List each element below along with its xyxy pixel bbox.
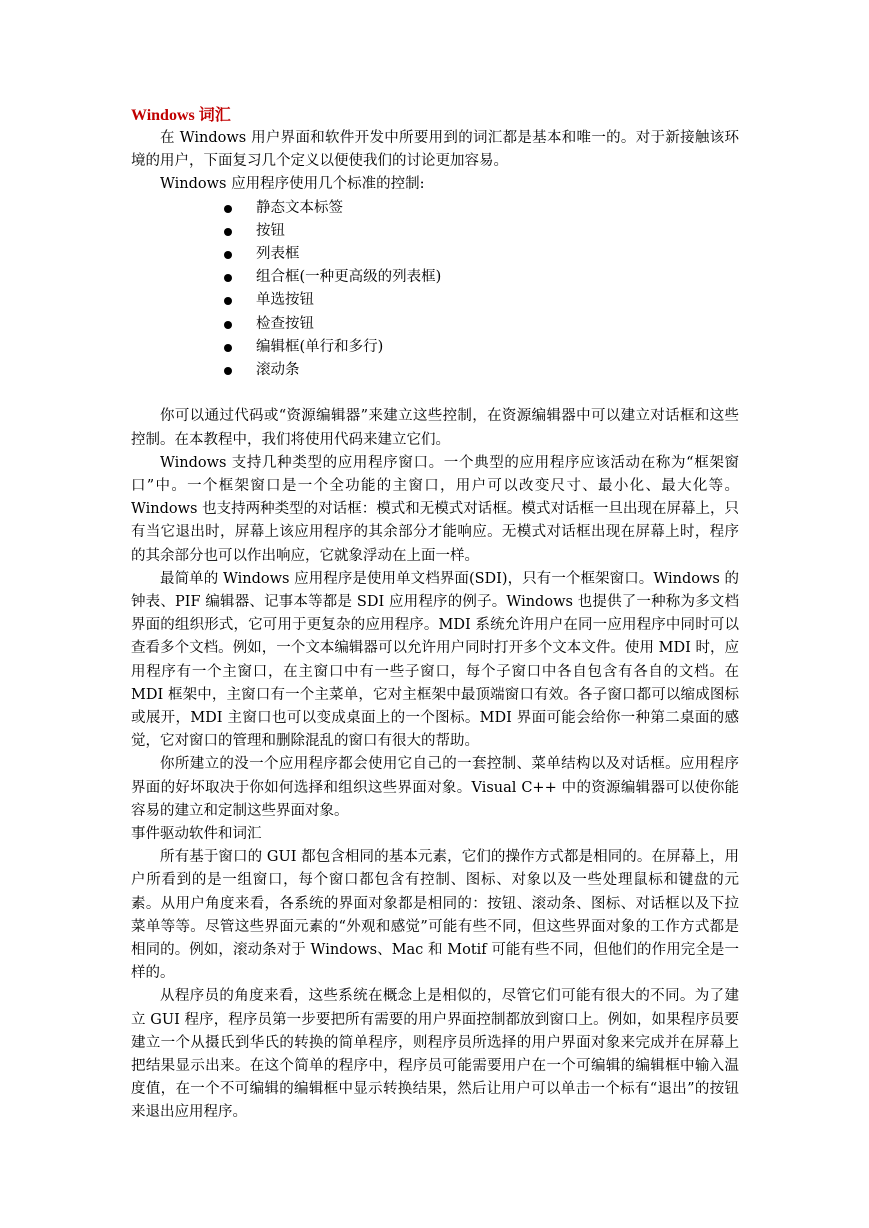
- bullet-dot-icon: [224, 274, 232, 282]
- controls-intro: Windows 应用程序使用几个标准的控制:: [160, 176, 425, 193]
- list-item: [224, 359, 739, 382]
- body-paragraph: Windows 支持几种类型的应用程序窗口。一个典型的应用程序应该活动在称为“框架窗口”中。一个框架窗口是一个全功能的主窗口，用户可以改变尺寸、最小化、最大化等。Windows 也支持两种类型的对话框：模式和无模式对话框。模式对话框一旦出现在屏幕上，只有当它退出时，屏幕上该应用程序的其余部分才能响应。无模式对话框出现在屏幕上时，程序的其余部分也可以作出响应，它就象浮动在上面一样。: [131, 454, 739, 564]
- body-paragraph: 最简单的 Windows 应用程序是使用单文档界面(SDI)，只有一个框架窗口。Windows 的钟表、PIF 编辑器、记事本等都是 SDI 应用程序的例子。Windows 也提供了一种称为多文档界面的组织形式，它可用于更复杂的应用程序。MDI 系统允许用户在同一应用程序中同时可以查看多个文档。例如，一个文本编辑器可以允许用户同时打开多个文本文件。使用 MDI 时，应用程序有一个主窗口，在主窗口中有一些子窗口，每个子窗口中各自包含有各自的文档。在 MDI 框架中，主窗口有一个主菜单，它对主框架中最顶端窗口有效。各子窗口都可以缩成图标或展开，MDI 主窗口也可以变成桌面上的一个图标。MDI 界面可能会给你一种第二桌面的感觉，它对窗口的管理和删除混乱的窗口有很大的帮助。: [131, 570, 739, 750]
- page-title: Windows 词汇: [131, 107, 231, 124]
- list-item: [224, 220, 739, 243]
- list-item: [224, 313, 739, 336]
- bullet-dot-icon: [224, 367, 232, 375]
- section-paragraph: 从程序员的角度来看，这些系统在概念上是相似的，尽管它们可能有很大的不同。为了建立 GUI 程序，程序员第一步要把所有需要的用户界面控制都放到窗口上。例如，如果程序员要建立一个从摄氏到华氏的转换的简单程序，则程序员所选择的用户界面对象来完成并在屏幕上把结果显示出来。在这个简单的程序中，程序员可能需要用户在一个可编辑的编辑框中输入温度值，在一个不可编辑的编辑框中显示转换结果，然后让用户可以单击一个标有“退出”的按钮来退出应用程序。: [131, 988, 739, 1121]
- bullet-dot-icon: [224, 205, 232, 213]
- list-item-label: 单选按钮: [256, 292, 314, 309]
- bullet-dot-icon: [224, 344, 232, 352]
- body-paragraph: 你可以通过代码或“资源编辑器”来建立这些控制，在资源编辑器中可以建立对话框和这些控制。在本教程中，我们将使用代码来建立它们。: [131, 408, 739, 448]
- blank-line: [131, 382, 739, 405]
- list-item-label: 滚动条: [256, 361, 300, 378]
- list-item-label: 列表框: [256, 245, 300, 262]
- intro-paragraph: 在 Windows 用户界面和软件开发中所要用到的词汇都是基本和唯一的。对于新接触该环境的用户，下面复习几个定义以便使我们的讨论更加容易。: [131, 130, 739, 170]
- list-item-label: 组合框(一种更高级的列表框): [256, 269, 442, 286]
- section-paragraph: 所有基于窗口的 GUI 都包含相同的基本元素，它们的操作方式都是相同的。在屏幕上，用户所看到的是一组窗口，每个窗口都包含有控制、图标、对象以及一些处理鼠标和键盘的元素。从用户角度来看，各系统的界面对象都是相同的：按钮、滚动条、图标、对话框以及下拉菜单等等。尽管这些界面元素的“外观和感觉”可能有些不同，但这些界面对象的工作方式都是相同的。例如，滚动条对于 Windows、Mac 和 Motif 可能有些不同，但他们的作用完全是一样的。: [131, 849, 739, 982]
- list-item: [224, 266, 739, 289]
- list-item-label: 检查按钮: [256, 315, 314, 332]
- document-page: [131, 104, 739, 1125]
- controls-list: [131, 197, 739, 383]
- list-item-label: 静态文本标签: [256, 199, 343, 216]
- list-item: [224, 336, 739, 359]
- list-item: [224, 197, 739, 220]
- bullet-dot-icon: [224, 321, 232, 329]
- list-item-label: 编辑框(单行和多行): [256, 338, 384, 355]
- list-item: [224, 243, 739, 266]
- bullet-dot-icon: [224, 297, 232, 305]
- section-heading: 事件驱动软件和词汇: [131, 825, 262, 842]
- bullet-dot-icon: [224, 251, 232, 259]
- bullet-dot-icon: [224, 228, 232, 236]
- body-paragraph: 你所建立的没一个应用程序都会使用它自己的一套控制、菜单结构以及对话框。应用程序界面的好坏取决于你如何选择和组织这些界面对象。Visual C++ 中的资源编辑器可以使你能容易的建立和定制这些界面对象。: [131, 756, 739, 819]
- list-item: [224, 289, 739, 312]
- list-item-label: 按钮: [256, 222, 285, 239]
